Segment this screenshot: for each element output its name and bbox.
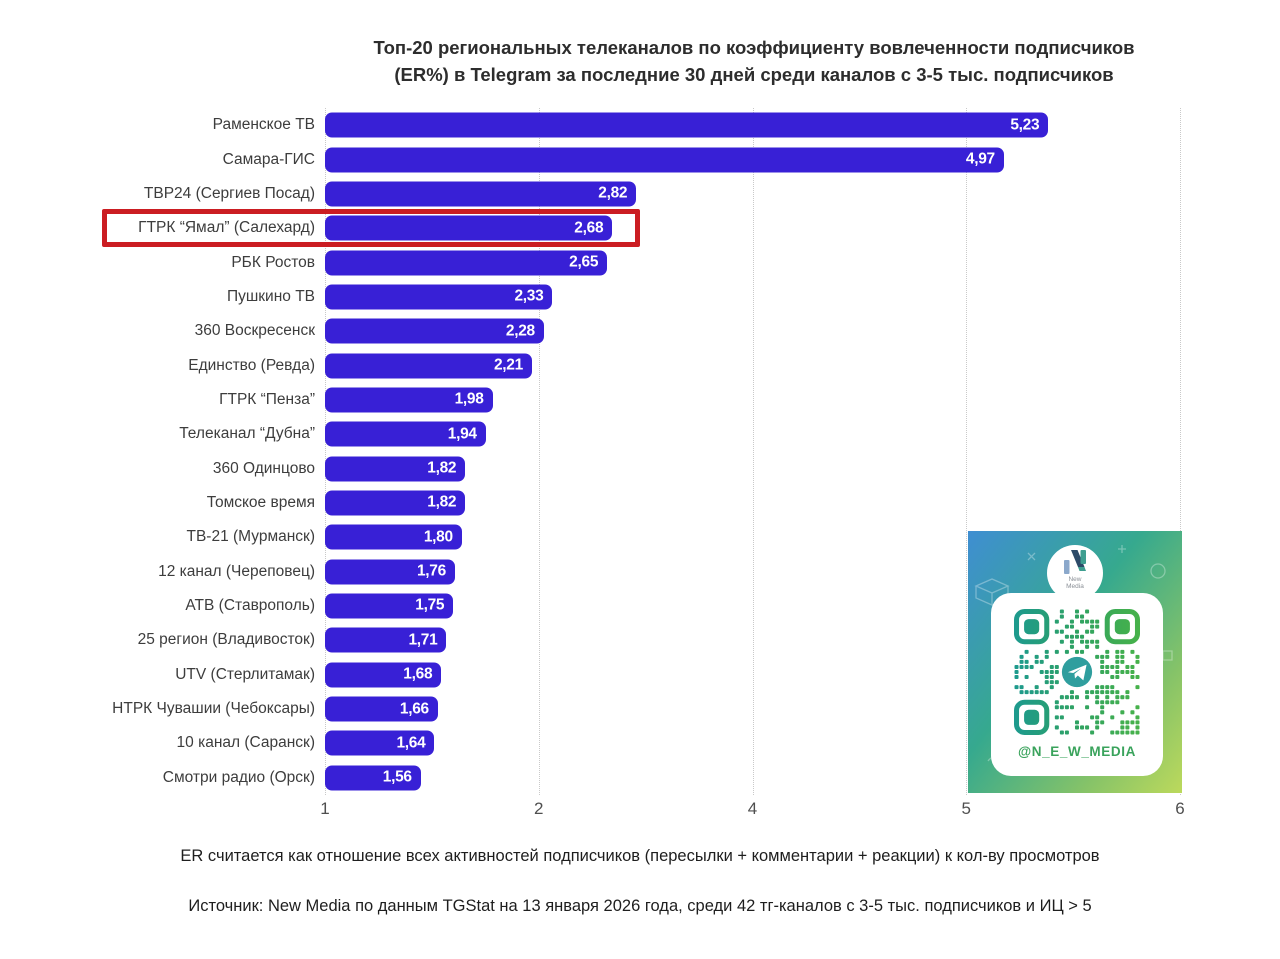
bar-track: [325, 280, 1180, 314]
logo-text: [1066, 576, 1084, 590]
er-definition-note: ER считается как отношение всех активностей подписчиков (пересылки + комментарии + реакции) к кол-ву просмотров: [180, 847, 1100, 865]
bar-label: Раменское ТВ: [212, 116, 315, 134]
table-row: [100, 108, 1180, 142]
bar-track: [325, 177, 1180, 211]
bar-track: [325, 383, 1180, 417]
bar-track: [325, 211, 1180, 245]
bar[interactable]: [325, 456, 465, 481]
chart-title-line2: (ER%) в Telegram за последние 30 дней среди каналов с 3-5 тыс. подписчиков: [394, 64, 1114, 85]
bar[interactable]: [325, 490, 465, 515]
bar-track: [325, 314, 1180, 348]
bar-value: 2,33: [514, 287, 544, 305]
x-tick-label: 2: [534, 799, 544, 818]
table-row: [100, 486, 1180, 520]
bar[interactable]: [325, 422, 486, 447]
bar-label: 360 Воскресенск: [194, 322, 315, 340]
bar-track: [325, 417, 1180, 451]
bar-label: Пушкино ТВ: [226, 287, 315, 305]
bar-label: Томское время: [206, 493, 315, 511]
table-row: [100, 383, 1180, 417]
logo-bubble: [1047, 545, 1103, 601]
bar-value: 1,76: [416, 562, 446, 580]
qr-panel: [968, 531, 1182, 793]
telegram-handle: @N_E_W_MEDIA: [1018, 744, 1136, 759]
bar-label: 12 канал (Череповец): [158, 562, 315, 580]
bar-label: 10 канал (Саранск): [176, 734, 315, 752]
bar-label: 25 регион (Владивосток): [137, 631, 315, 649]
bar-track: [325, 245, 1180, 279]
x-tick-label: 6: [1175, 799, 1185, 818]
bar-track: [325, 486, 1180, 520]
chart-title: [325, 34, 1183, 88]
x-axis: [320, 799, 1185, 821]
bar-track: [325, 451, 1180, 485]
bar[interactable]: [325, 319, 544, 344]
table-row: [100, 211, 1180, 245]
x-tick-label: 4: [747, 799, 758, 818]
bar[interactable]: [325, 593, 453, 618]
bar-label: Единство (Ревда): [188, 356, 315, 374]
bar-value: 2,28: [505, 322, 535, 340]
bar-value: 5,23: [1010, 116, 1040, 134]
bar-label: РБК Ростов: [231, 253, 315, 271]
table-row: [100, 314, 1180, 348]
bar[interactable]: [325, 284, 552, 309]
bar[interactable]: [325, 697, 438, 722]
table-row: [100, 142, 1180, 176]
bar-value: 1,56: [382, 768, 412, 786]
bar[interactable]: [325, 147, 1004, 172]
bar-value: 2,65: [569, 253, 599, 271]
bar-value: 1,82: [427, 459, 457, 477]
bar-label: ГТРК “Ямал” (Салехард): [138, 219, 315, 237]
bar[interactable]: [325, 353, 532, 378]
bar[interactable]: [325, 662, 441, 687]
bar[interactable]: [325, 387, 493, 412]
bar[interactable]: [325, 216, 612, 241]
qr-card: [991, 593, 1163, 776]
bar-value: 1,94: [447, 425, 477, 443]
table-row: [100, 245, 1180, 279]
bar-label: Смотри радио (Орск): [162, 768, 315, 786]
source-note: Источник: New Media по данным TGStat на 13 января 2026 года, среди 42 тг-каналов с 3-5 тыс. подписчиков и ИЦ > 5: [188, 897, 1092, 915]
bar-value: 1,80: [423, 528, 453, 546]
logo-text-line2: Media: [1066, 583, 1084, 590]
bar-value: 1,64: [396, 734, 426, 752]
bar-value: 4,97: [965, 150, 995, 168]
bar-label: 360 Одинцово: [212, 459, 315, 477]
bar-label: ГТРК “Пенза”: [219, 390, 315, 408]
bar-value: 2,68: [574, 219, 604, 237]
bar-value: 1,71: [408, 631, 438, 649]
x-tick-label: 5: [961, 799, 971, 818]
new-media-logo-icon: [1060, 550, 1090, 576]
bar[interactable]: [325, 559, 455, 584]
bar[interactable]: [325, 181, 636, 206]
logo-text-line1: New: [1068, 576, 1082, 583]
bar-value: 1,75: [415, 596, 445, 614]
table-row: [100, 177, 1180, 211]
bar-label: ТВР24 (Сергиев Посад): [143, 184, 315, 202]
bar-label: АТВ (Ставрополь): [185, 596, 315, 614]
bar-label: UTV (Стерлитамак): [175, 665, 315, 683]
table-row: [100, 417, 1180, 451]
table-row: [100, 451, 1180, 485]
bar[interactable]: [325, 250, 607, 275]
bar-value: 1,82: [427, 493, 457, 511]
table-row: [100, 348, 1180, 382]
bar-value: 2,82: [598, 184, 628, 202]
bar[interactable]: [325, 731, 434, 756]
bar[interactable]: [325, 765, 421, 790]
bar[interactable]: [325, 628, 446, 653]
bar-track: [325, 348, 1180, 382]
x-tick-label: 1: [320, 799, 330, 818]
bar-value: 1,98: [454, 390, 484, 408]
bar-label: Самара-ГИС: [222, 150, 315, 168]
bar-track: [325, 108, 1180, 142]
telegram-qr-code[interactable]: [1014, 609, 1140, 735]
chart-title-line1: Топ-20 региональных телеканалов по коэффициенту вовлеченности подписчиков: [373, 37, 1135, 58]
bar-track: [325, 142, 1180, 176]
bar-label: ТВ-21 (Мурманск): [186, 528, 315, 546]
bar-value: 2,21: [493, 356, 523, 374]
bar-label: Телеканал “Дубна”: [179, 425, 315, 443]
bar-value: 1,68: [403, 665, 433, 683]
bar-value: 1,66: [399, 700, 429, 718]
bar[interactable]: [325, 525, 462, 550]
bar-label: НТРК Чувашии (Чебоксары): [112, 700, 315, 718]
table-row: [100, 280, 1180, 314]
bar[interactable]: [325, 113, 1048, 138]
